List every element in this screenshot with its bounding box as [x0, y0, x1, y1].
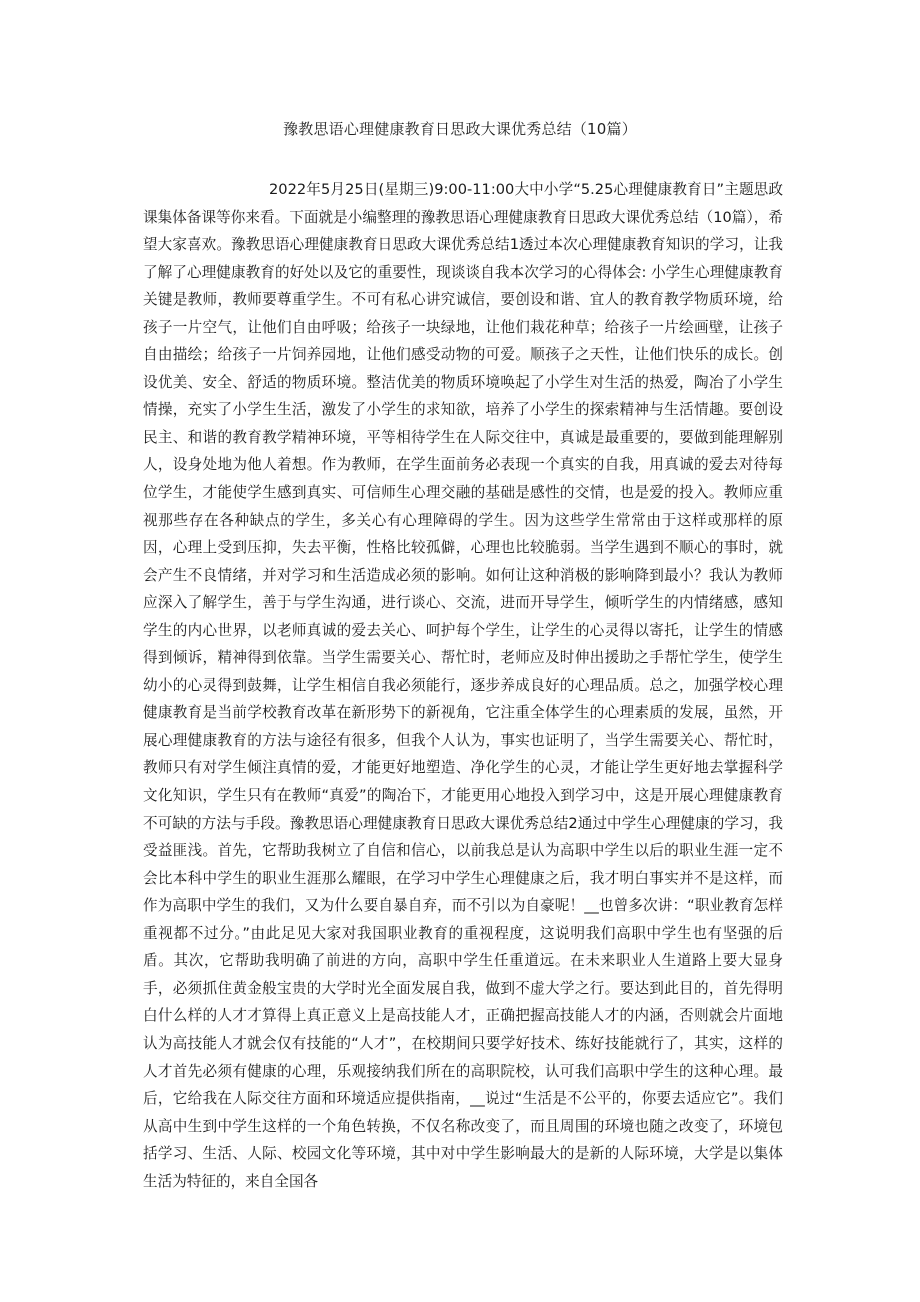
document-body-paragraph: 2022年5月25日(星期三)9:00-11:00大中小学“5.25心理健康教育日”主题思政课集体备课等你来看。下面就是小编整理的豫教思语心理健康教育日思政大课优秀总结（10篇），希望大家喜欢。豫教思语心理健康教育日思政大课优秀总结1透过本次心理健康教育知识的学习，让我了解了心理健康教育的好处以及它的重要性，现谈谈自我本次学习的心得体会: 小学生心理健康教育关键是教师，教师要尊重学生。不可有私心讲究诚信，要创设和谐、宜人的教育教学物质环境，给孩子一片空气，让他们自由呼吸；给孩子一块绿地，让他们栽花种草；给孩子一片绘画壁，让孩子自由描绘；给孩子一片饲养园地，让他们感受动物的可爱。顺孩子之天性，让他们快乐的成长。创设优美、安全、舒适的物质环境。整洁优美的物质环境唤起了小学生对生活的热爱，陶冶了小学生情操，充实了小学生生活，激发了小学生的求知欲，培养了小学生的探索精神与生活情趣。要创设民主、和谐的教育教学精神环境，平等相待学生在人际交往中，真诚是最重要的，要做到能理解别人，设身处地为他人着想。作为教师，在学生面前务必表现一个真实的自我，用真诚的爱去对待每位学生，才能使学生感到真实、可信师生心理交融的基础是感性的交情，也是爱的投入。教师应重视那些存在各种缺点的学生，多关心有心理障碍的学生。因为这些学生常常由于这样或那样的原因，心理上受到压抑，失去平衡，性格比较孤僻，心理也比较脆弱。当学生遇到不顺心的事时，就会产生不良情绪，并对学习和生活造成必须的影响。如何让这种消极的影响降到最小？我认为教师应深入了解学生，善于与学生沟通，进行谈心、交流，进而开导学生，倾听学生的内情绪感，感知学生的内心世界，以老师真诚的爱去关心、呵护每个学生，让学生的心灵得以寄托，让学生的情感得到倾诉，精神得到依靠。当学生需要关心、帮忙时，老师应及时伸出援助之手帮忙学生，使学生幼小的心灵得到鼓舞，让学生相信自我必须能行，逐步养成良好的心理品质。总之，加强学校心理健康教育是当前学校教育改革在新形势下的新视角，它注重全体学生的心理素质的发展，虽然，开展心理健康教育的方法与途径有很多，但我个人认为，事实也证明了，当学生需要关心、帮忙时，教师只有对学生倾注真情的爱，才能更好地塑造、净化学生的心灵，才能让学生更好地去掌握科学文化知识，学生只有在教师“真爱”的陶冶下，才能更用心地投入到学习中，这是开展心理健康教育不可缺的方法与手段。豫教思语心理健康教育日思政大课优秀总结2通过中学生心理健康的学习，我受益匪浅。首先，它帮助我树立了自信和信心，以前我总是认为高职中学生以后的职业生涯一定不会比本科中学生的职业生涯那么耀眼，在学习中学生心理健康之后，我才明白事实并不是这样，而作为高职中学生的我们，又为什么要自暴自弃，而不引以为自豪呢！__也曾多次讲：“职业教育怎样重视都不过分。”由此足见大家对我国职业教育的重视程度，这说明我们高职中学生也有坚强的后盾。其次，它帮助我明确了前进的方向，高职中学生任重道远。在未来职业人生道路上要大显身手，必须抓住黄金般宝贵的大学时光全面发展自我，做到不虚大学之行。要达到此目的，首先得明白什么样的人才才算得上真正意义上是高技能人才，正确把握高技能人才的内涵，否则就会片面地认为高技能人才就会仅有技能的“人才”，在校期间只要学好技术、练好技能就行了，其实，这样的人才首先必须有健康的心理，乐观接纳我们所在的高职院校，认可我们高职中学生的这种心理。最后，它给我在人际交往方面和环境适应提供指南，__说过“生活是不公平的，你要去适应它”。我们从高中生到中学生这样的一个角色转换，不仅名称改变了，而且周围的环境也随之改变了，环境包括学习、生活、人际、校园文化等环境，其中对中学生影响最大的是新的人际环境，大学是以集体生活为特征的，来自全国各: [143, 181, 783, 1190]
document-title: 豫教思语心理健康教育日思政大课优秀总结（10篇）: [283, 120, 637, 138]
